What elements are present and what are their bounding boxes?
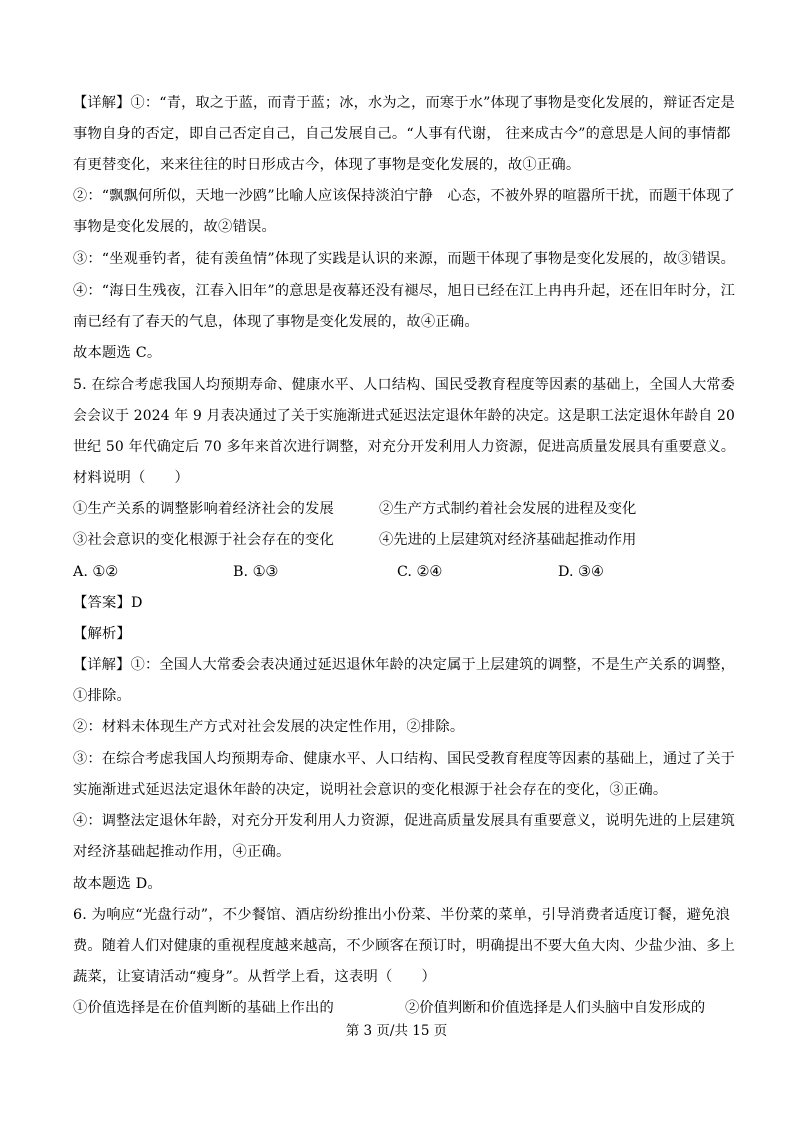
question-5-line-3: 世纪 50 年代确定后 70 多年来首次进行调整，对充分开发利用人力资源，促进高质量发展具有重要意义。 (73, 439, 735, 455)
question-5-statement-4: ④先进的上层建筑对经济基础起推动作用 (379, 532, 637, 548)
question-5-line-1: 5. 在综合考虑我国人均预期寿命、健康水平、人口结构、国民受教育程度等因素的基础上，全国人大常委 (73, 377, 736, 393)
question-5-line-2: 会会议于 2024 年 9 月表决通过了关于实施渐进式延迟法定退休年龄的决定。这是职工法定退休年龄自 20 (73, 408, 735, 424)
explanation-line-4: ②：“飘飘何所似，天地一沙鸥”比喻人应该保持淡泊宁静 心态，不被外界的喧嚣所干扰，而题干体现了 (73, 188, 735, 204)
answer-label: 【答案】D (73, 595, 143, 611)
detail-line-1: 【详解】①：全国人大常委会表决通过延迟退休年龄的决定属于上层建筑的调整，不是生产关系的调整， (73, 657, 735, 673)
detail-line-4: ③：在综合考虑我国人均预期寿命、健康水平、人口结构、国民受教育程度等因素的基础上，通过了关于 (73, 751, 735, 767)
detail-line-7: 对经济基础起推动作用，④正确。 (73, 844, 291, 860)
question-5-option-b: B. ①③ (233, 564, 279, 580)
explanation-line-5: 事物是变化发展的，故②错误。 (73, 219, 276, 235)
detail-line-5: 实施渐进式延迟法定退休年龄的决定，说明社会意识的变化根源于社会存在的变化，③正确。 (73, 782, 668, 798)
question-5-statement-2: ②生产方式制约着社会发展的进程及变化 (379, 501, 637, 517)
question-6-line-2: 费。随着人们对健康的重视程度越来越高，不少顾客在预订时，明确提出不要大鱼大肉、少盐少油、多上 (73, 938, 735, 954)
analysis-label: 【解析】 (73, 626, 131, 642)
question-5-prompt: 材料说明（ ） (73, 470, 189, 486)
detail-line-6: ④：调整法定退休年龄，对充分开发利用人力资源，促进高质量发展具有重要意义，说明先进的上层建筑 (73, 813, 735, 829)
explanation-line-6: ③：“坐观垂钓者，徒有羡鱼情”体现了实践是认识的来源，而题干体现了事物是变化发展的，故③错误。 (73, 251, 735, 267)
question-5-option-c: C. ②④ (397, 564, 443, 580)
page-number-footer: 第 3 页/共 15 页 (345, 1023, 448, 1039)
question-5-option-d: D. ③④ (558, 564, 604, 580)
answer-conclusion-4: 故本题选 C。 (73, 345, 162, 361)
question-6-statement-1: ①价值选择是在价值判断的基础上作出的 (73, 1000, 334, 1016)
question-5-statement-1: ①生产关系的调整影响着经济社会的发展 (73, 501, 334, 517)
question-5-statement-3: ③社会意识的变化根源于社会存在的变化 (73, 532, 334, 548)
detail-line-2: ①排除。 (73, 688, 131, 704)
explanation-line-7: ④：“海日生残夜，江春入旧年”的意思是夜幕还没有褪尽，旭日已经在江上冉冉升起，还在旧年时分，江 (73, 283, 735, 299)
question-6-line-1: 6. 为响应“光盘行动”，不少餐馆、酒店纷纷推出小份菜、半份菜的菜单，引导消费者适度订餐，避免浪 (73, 907, 731, 923)
question-6-line-3: 蔬菜，让宴请活动“瘦身”。从哲学上看，这表明（ ） (73, 969, 436, 985)
explanation-line-8: 南已经有了春天的气息，体现了事物是变化发展的，故④正确。 (73, 314, 479, 330)
answer-conclusion-5: 故本题选 D。 (73, 876, 162, 892)
explanation-line-1: 【详解】①：“青，取之于蓝，而青于蓝；冰，水为之，而寒于水”体现了事物是变化发展的，辩证否定是 (73, 95, 735, 111)
explanation-line-3: 有更替变化，来来往往的时日形成古今，体现了事物是变化发展的，故①正确。 (73, 157, 581, 173)
detail-line-3: ②：材料未体现生产方式对社会发展的决定性作用，②排除。 (73, 719, 465, 735)
question-6-statement-2: ②价值判断和价值选择是人们头脑中自发形成的 (405, 1000, 706, 1016)
question-5-option-a: A. ①② (73, 564, 119, 580)
explanation-line-2: 事物自身的否定，即自己否定自己，自己发展自己。“人事有代谢， 往来成古今”的意思是人间的事情都 (73, 126, 731, 142)
